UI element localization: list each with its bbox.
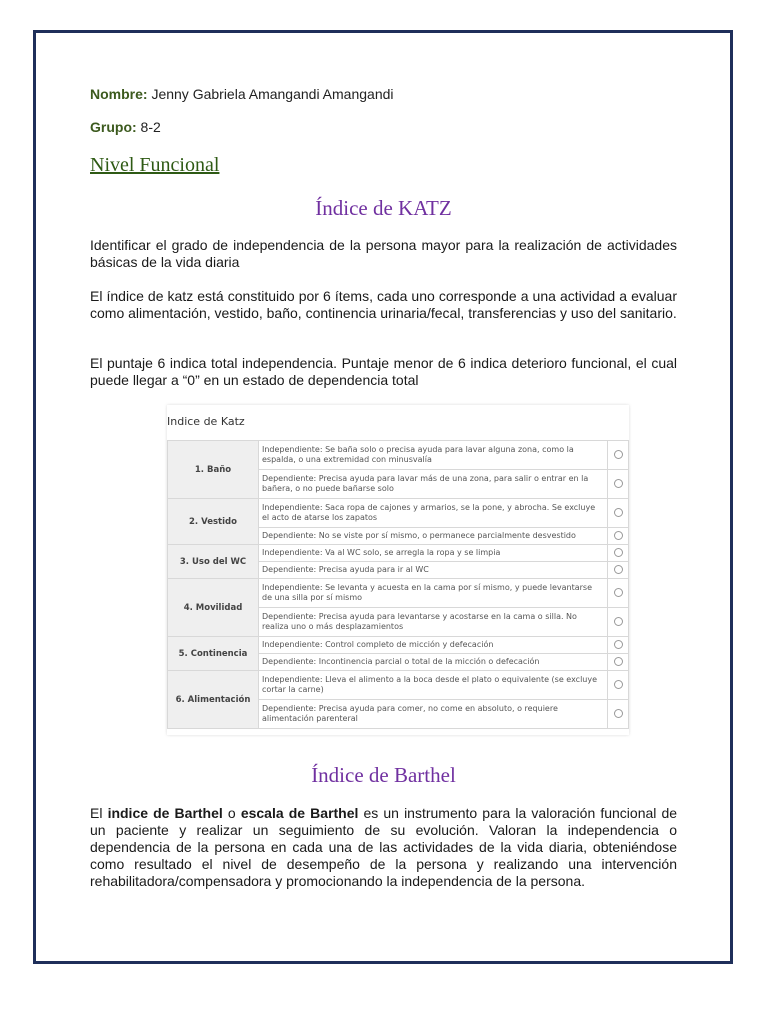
katz-radio-cell	[608, 608, 629, 637]
katz-row-independent	[168, 671, 629, 700]
name-line	[90, 86, 394, 102]
barthel-heading: Índice de Barthel	[311, 763, 456, 787]
dependent-radio[interactable]	[614, 617, 623, 626]
katz-row-independent	[168, 579, 629, 608]
katz-radio-cell	[608, 441, 629, 470]
barthel-connector: o	[227, 805, 236, 821]
barthel-paragraph	[90, 805, 677, 890]
katz-dependent-text: Dependiente: Precisa ayuda para ir al WC	[259, 562, 608, 579]
katz-radio-cell	[608, 579, 629, 608]
katz-independent-text: Independiente: Saca ropa de cajones y armarios, se la pone, y abrocha. Se excluye el acto de atarse los zapatos	[259, 499, 608, 528]
katz-radio-cell	[608, 671, 629, 700]
katz-table	[167, 440, 629, 729]
katz-independent-text: Independiente: Se baña solo o precisa ayuda para lavar alguna zona, como la espalda, o una extremidad con minusvalía	[259, 441, 608, 470]
katz-dependent-text: Dependiente: Precisa ayuda para lavar más de una zona, para salir o entrar en la bañera, o no puede bañarse solo	[259, 470, 608, 499]
katz-radio-cell	[608, 499, 629, 528]
dependent-radio[interactable]	[614, 479, 623, 488]
katz-radio-cell	[608, 562, 629, 579]
katz-independent-text: Independiente: Se levanta y acuesta en la cama por sí mismo, y puede levantarse de una silla por sí mismo	[259, 579, 608, 608]
independent-radio[interactable]	[614, 450, 623, 459]
katz-category: 1. Baño	[168, 441, 259, 499]
katz-radio-cell	[608, 470, 629, 499]
katz-row-independent	[168, 545, 629, 562]
section-title: Nivel Funcional	[90, 154, 220, 176]
katz-dependent-text: Dependiente: Incontinencia parcial o total de la micción o defecación	[259, 654, 608, 671]
katz-radio-cell	[608, 528, 629, 545]
katz-radio-cell	[608, 637, 629, 654]
dependent-radio[interactable]	[614, 657, 623, 666]
barthel-term-1: indice de Barthel	[107, 805, 223, 821]
dependent-radio[interactable]	[614, 709, 623, 718]
independent-radio[interactable]	[614, 588, 623, 597]
katz-dependent-text: Dependiente: Precisa ayuda para comer, no come en absoluto, o requiere alimentación parenteral	[259, 700, 608, 729]
katz-category: 6. Alimentación	[168, 671, 259, 729]
katz-category: 3. Uso del WC	[168, 545, 259, 579]
katz-row-independent	[168, 637, 629, 654]
katz-row-independent	[168, 441, 629, 470]
katz-dependent-text: Dependiente: Precisa ayuda para levantarse y acostarse en la cama o silla. No realiza uno o más desplazamientos	[259, 608, 608, 637]
independent-radio[interactable]	[614, 508, 623, 517]
katz-paragraph-3: El puntaje 6 indica total independencia. Puntaje menor de 6 indica deterioro funcional, el cual puede llegar a “0” en un estado de dependencia total	[90, 355, 677, 388]
independent-radio[interactable]	[614, 548, 623, 557]
katz-row-independent	[168, 499, 629, 528]
katz-radio-cell	[608, 654, 629, 671]
dependent-radio[interactable]	[614, 531, 623, 540]
independent-radio[interactable]	[614, 680, 623, 689]
katz-independent-text: Independiente: Control completo de micción y defecación	[259, 637, 608, 654]
katz-radio-cell	[608, 545, 629, 562]
katz-radio-cell	[608, 700, 629, 729]
katz-category: 5. Continencia	[168, 637, 259, 671]
group-label: Grupo:	[90, 119, 137, 135]
dependent-radio[interactable]	[614, 565, 623, 574]
katz-dependent-text: Dependiente: No se viste por sí mismo, o permanece parcialmente desvestido	[259, 528, 608, 545]
barthel-term-2: escala de Barthel	[240, 805, 359, 821]
katz-independent-text: Independiente: Va al WC solo, se arregla la ropa y se limpia	[259, 545, 608, 562]
katz-paragraph-1: Identificar el grado de independencia de la persona mayor para la realización de actividades básicas de la vida diaria	[90, 237, 677, 270]
name-value: Jenny Gabriela Amangandi Amangandi	[151, 86, 394, 102]
katz-category: 2. Vestido	[168, 499, 259, 545]
independent-radio[interactable]	[614, 640, 623, 649]
katz-category: 4. Movilidad	[168, 579, 259, 637]
name-label: Nombre:	[90, 86, 148, 102]
katz-table-image	[167, 405, 629, 735]
barthel-intro: El	[90, 805, 103, 821]
group-line	[90, 119, 161, 135]
barthel-rest: es un instrumento para la valoración funcional de un paciente y realizar un seguimiento de su evolución. Valoran la independencia o dependencia de la persona en cada una de las actividades de la vida diaria, obteniéndose como resultado el nivel de desempeño de la persona y realizando una intervención rehabilitadora/compensadora y promocionando la independencia de la persona.	[90, 805, 678, 889]
katz-independent-text: Independiente: Lleva el alimento a la boca desde el plato o equivalente (se excluye cortar la carne)	[259, 671, 608, 700]
group-value: 8-2	[140, 119, 161, 135]
katz-table-title: Indice de Katz	[167, 415, 245, 428]
katz-paragraph-2: El índice de katz está constituido por 6 ítems, cada uno corresponde a una actividad a evaluar como alimentación, vestido, baño, continencia urinaria/fecal, transferencias y uso del sanitario.	[90, 288, 677, 321]
katz-heading: Índice de KATZ	[315, 196, 452, 220]
